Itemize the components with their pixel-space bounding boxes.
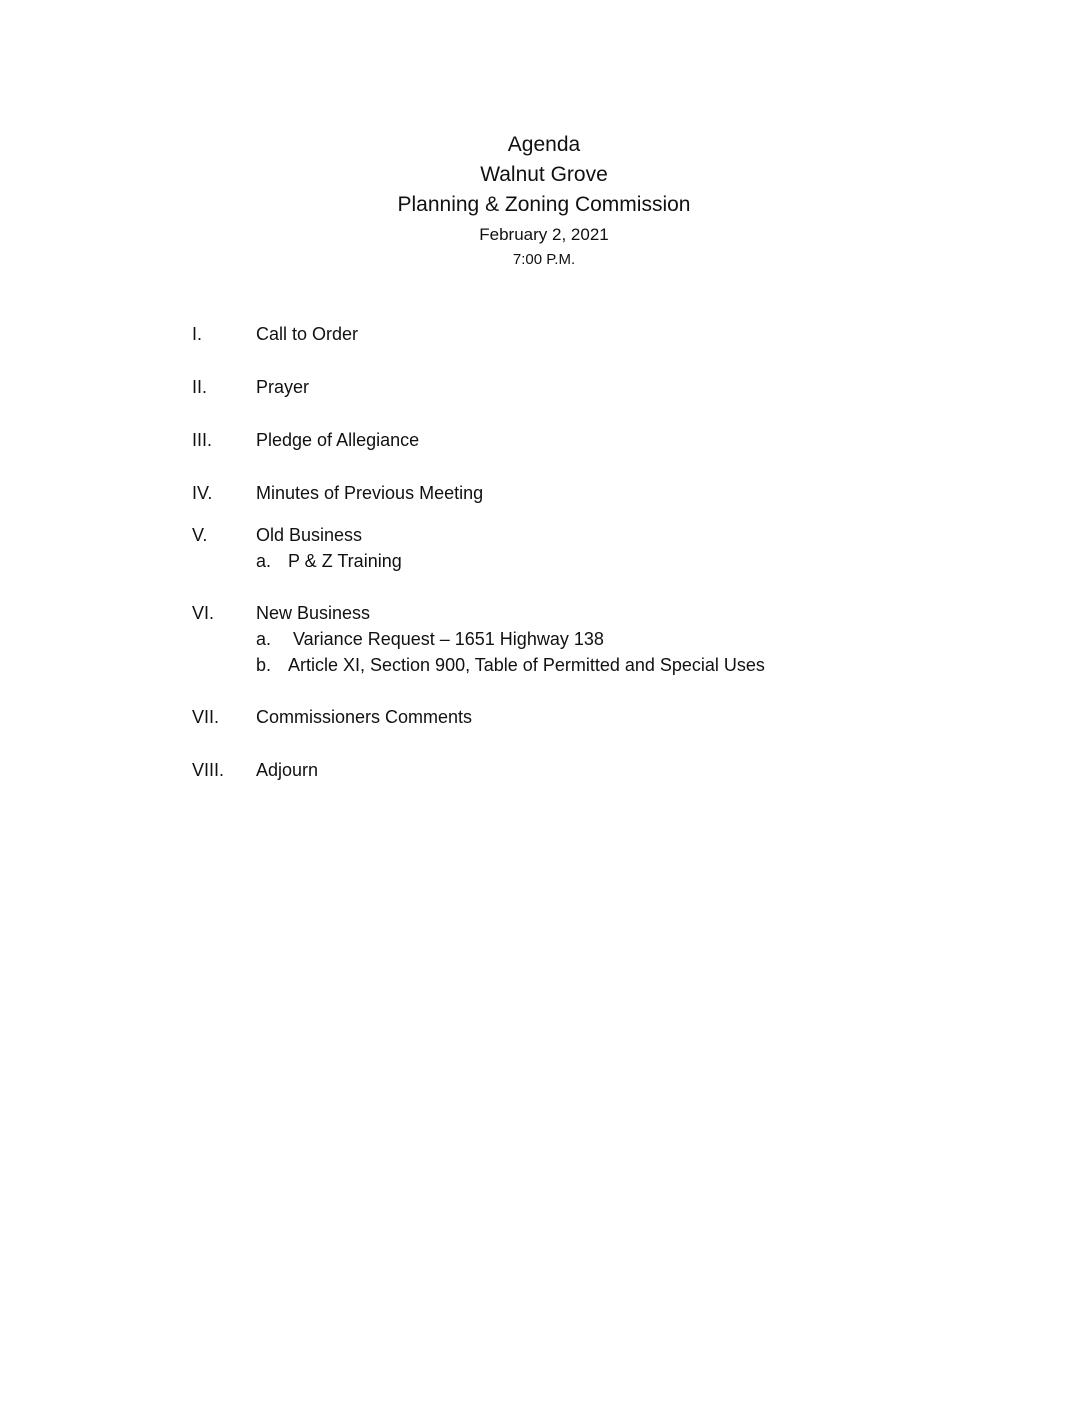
subitem-text: P & Z Training: [288, 551, 402, 571]
item-number: VIII.: [192, 760, 225, 780]
item-text: Minutes of Previous Meeting: [256, 483, 484, 503]
meeting-date: February 2, 2021: [479, 225, 609, 244]
item-number: V.: [192, 525, 208, 545]
item-text: New Business: [256, 603, 371, 623]
subitem-letter: b.: [256, 655, 272, 675]
subitem-text: Article XI, Section 900, Table of Permitted and Special Uses: [288, 655, 765, 675]
item-number: VI.: [192, 603, 215, 623]
meeting-time: 7:00 P.M.: [512, 251, 576, 268]
item-text: Pledge of Allegiance: [256, 430, 420, 450]
subitem-letter: a.: [256, 629, 272, 649]
item-text: Old Business: [256, 525, 363, 545]
item-number: I.: [192, 324, 203, 344]
item-number: IV.: [192, 483, 213, 503]
subitem-text: Variance Request – 1651 Highway 138: [293, 629, 604, 649]
item-text: Commissioners Comments: [256, 707, 473, 727]
item-number: II.: [192, 377, 208, 397]
commission-name: Planning & Zoning Commission: [397, 193, 691, 216]
item-number: VII.: [192, 707, 220, 727]
item-text: Prayer: [256, 377, 310, 397]
item-number: III.: [192, 430, 213, 450]
organization-name: Walnut Grove: [480, 163, 608, 186]
item-text: Adjourn: [256, 760, 319, 780]
item-text: Call to Order: [256, 324, 359, 344]
page-title: Agenda: [507, 133, 581, 156]
subitem-letter: a.: [256, 551, 272, 571]
